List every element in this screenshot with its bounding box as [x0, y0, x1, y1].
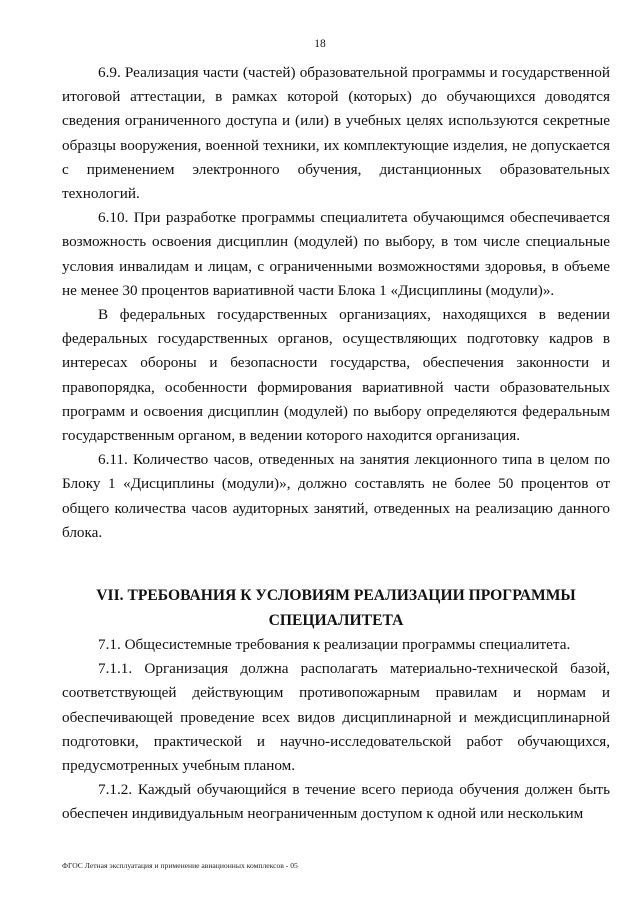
- paragraph-7-1-1: 7.1.1. Организация должна располагать материально-технической базой, соответствующей действующим противопожарным правилам и нормам и обеспечивающей проведение всех видов дисциплинарной и междисциплинарной подготовки, практической и научно-исследовательской работ обучающихся, предусмотренных учебным планом.: [62, 660, 610, 775]
- document-body: [62, 61, 610, 827]
- section-heading-line-1: VII. ТРЕБОВАНИЯ К УСЛОВИЯМ РЕАЛИЗАЦИИ ПРОГРАММЫ: [96, 587, 576, 605]
- paragraph-7-1-2: 7.1.2. Каждый обучающийся в течение всего периода обучения должен быть обеспечен индивидуальным неограниченным доступом к одной или нескольким: [62, 781, 610, 823]
- paragraph-6-11: 6.11. Количество часов, отведенных на занятия лекционного типа в целом по Блоку 1 «Дисциплины (модули)», должно составлять не более 50 процентов от общего количества часов аудиторных занятий, отведенных на реализацию данного блока.: [62, 451, 610, 541]
- page-footer: ФГОС Летная эксплуатация и применение авиационных комплексов - 05: [62, 861, 298, 870]
- page-number: 18: [314, 38, 326, 50]
- paragraph-6-9: 6.9. Реализация части (частей) образовательной программы и государственной итоговой аттестации, в рамках которой (которых) до обучающихся доводятся сведения ограниченного доступа и (или) в учебных целях используются секретные образцы вооружения, военной техники, их комплектующие изделия, не допускается с применением электронного обучения, дистанционных образовательных технологий.: [62, 64, 610, 203]
- paragraph-federal-organizations: В федеральных государственных организациях, находящихся в ведении федеральных государственных органов, осуществляющих подготовку кадров в интересах обороны и безопасности государства, обеспечения законности и правопорядка, особенности формирования вариативной части образовательных программ и освоения дисциплин (модулей) по выбору определяются федеральным государственным органом, в ведении которого находится организация.: [62, 306, 610, 445]
- paragraph-6-10: 6.10. При разработке программы специалитета обучающимся обеспечивается возможность освоения дисциплин (модулей) по выбору, в том числе специальные условия инвалидам и лицам, с ограниченными возможностями здоровья, в объеме не менее 30 процентов вариативной части Блока 1 «Дисциплины (модули)».: [62, 209, 610, 299]
- section-heading: [62, 583, 610, 633]
- section-heading-line-2: СПЕЦИАЛИТЕТА: [268, 612, 404, 630]
- paragraph-7-1: 7.1. Общесистемные требования к реализации программы специалитета.: [98, 636, 571, 654]
